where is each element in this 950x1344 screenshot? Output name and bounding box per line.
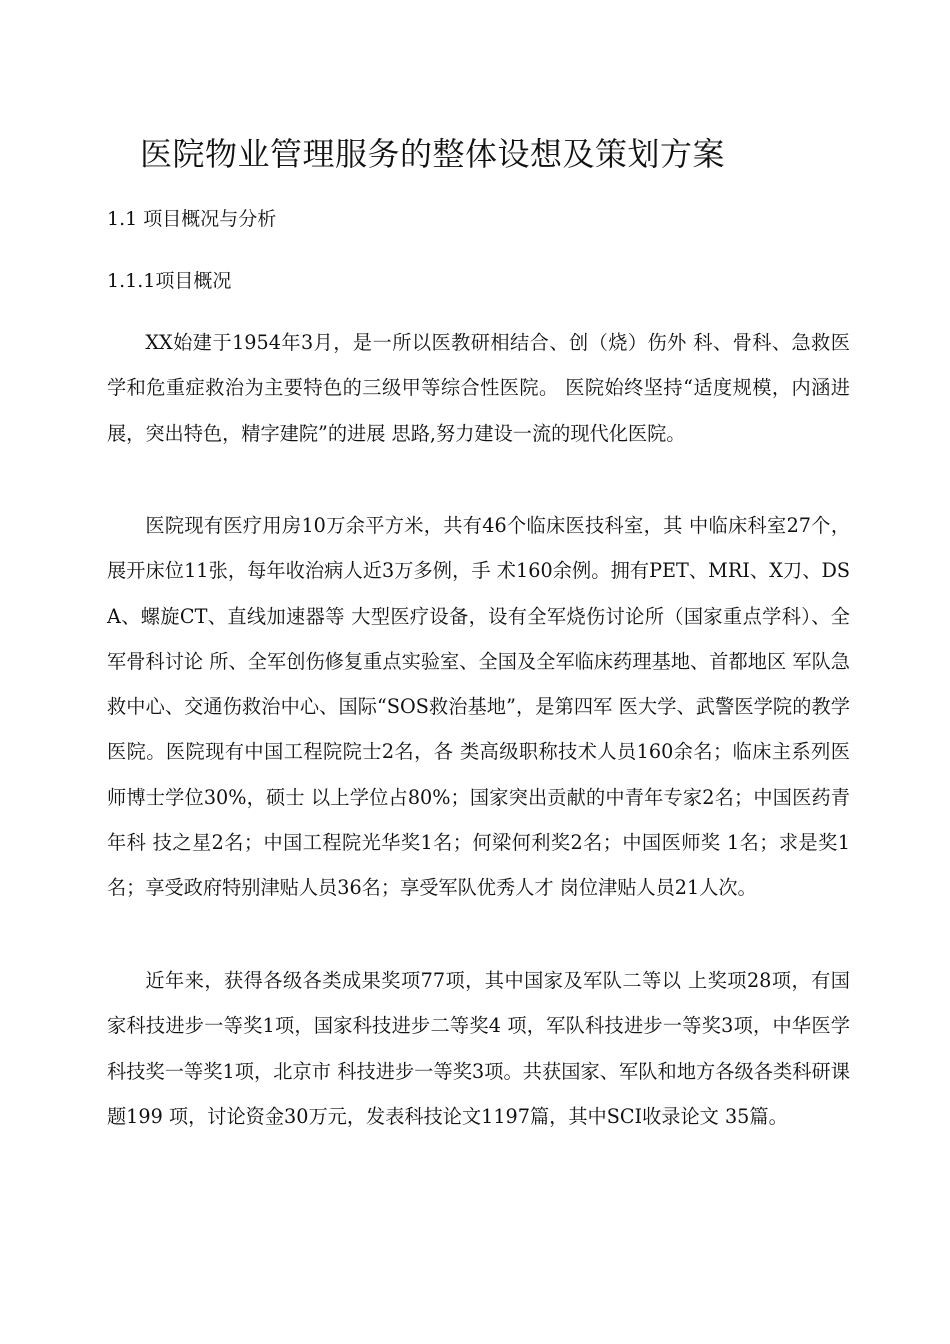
subsection-heading: 1.1.1项目概况 [107, 270, 232, 292]
section-heading: 1.1 项目概况与分析 [107, 208, 277, 230]
paragraph-facilities: 医院现有医疗用房10万余平方米，共有46个临床医技科室，其 中临床科室27个，展开床位11张，每年收治病人近3万多例，手 术160余例。拥有PET、MRI、X刀、DSA、螺旋CT、直线加速器等 大型医疗设备，设有全军烧伤讨论所（国家重点学科）、全军骨科讨论 所、全军创伤修复重点实验室、全国及全军临床药理基地、首都地区 军队急救中心、交通伤救治中心、国际“SOS救治基地”，是第四军 医大学、武警医学院的教学医院。医院现有中国工程院院士2名，各 类高级职称技术人员160余名；临床主系列医师博士学位30%，硕士 以上学位占80%；国家突出贡献的中青年专家2名；中国医药青年科 技之星2名；中国工程院光华奖1名；何梁何利奖2名；中国医师奖 1名；求是奖1名；享受政府特别津贴人员36名；享受军队优秀人才 岗位津贴人员21人次。 [107, 514, 850, 900]
document-title: 医院物业管理服务的整体设想及策划方案 [139, 135, 725, 173]
paragraph-achievements: 近年来，获得各级各类成果奖项77项，其中国家及军队二等以 上奖项28项，有国家科技进步一等奖1项，国家科技进步二等奖4 项，军队科技进步一等奖3项，中华医学科技奖一等奖1项，北京市 科技进步一等奖3项。共获国家、军队和地方各级各类科研课题199 项，讨论资金30万元，发表科技论文1197篇，其中SCI收录论文 35篇。 [107, 969, 850, 1128]
paragraph-intro: XX始建于1954年3月，是一所以医教研相结合、创（烧）伤外 科、骨科、急救医学和危重症救治为主要特色的三级甲等综合性医院。 医院始终坚持“适度规模，内涵进展，突出特色，精字建院”的进展 思路,努力建设一流的现代化医院。 [107, 331, 850, 445]
